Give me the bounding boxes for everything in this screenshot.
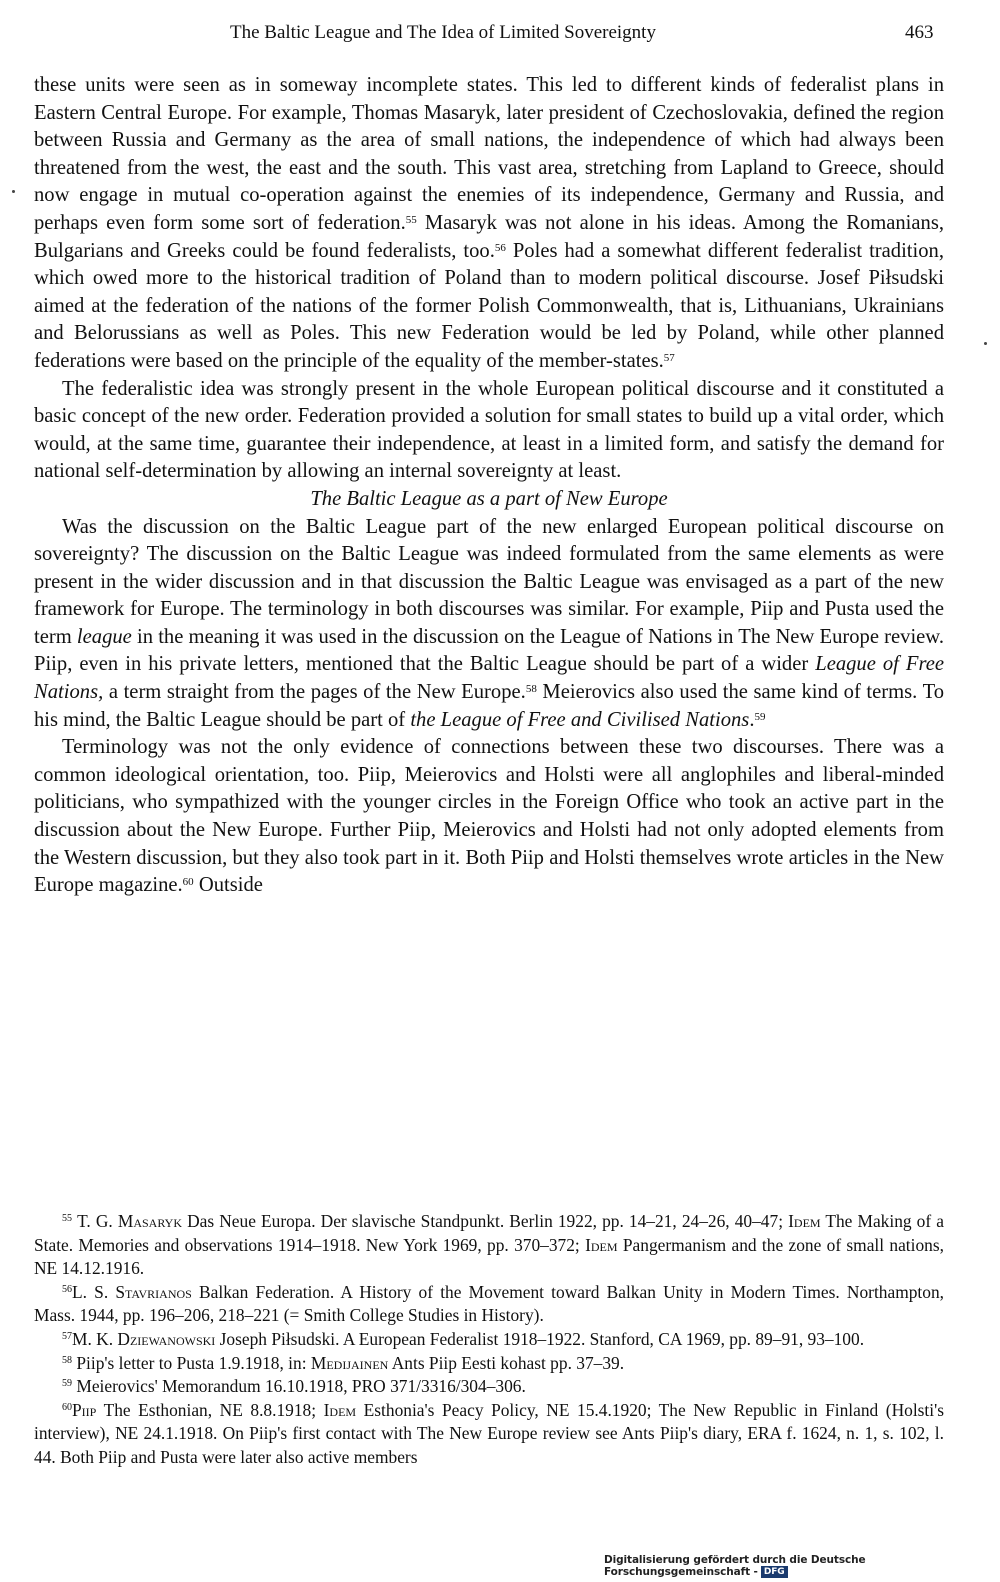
text-run: these units were seen as in someway incomplete states. This led to different kinds of federalist plans in Eastern Central Europe. For example, Thomas Masaryk, later president of Czechoslovakia, defined the region between Russia and Germany as the area of small nations, the independence of which had always been threatened from the west, the east and the south. This vast area, stretching from Lapland to Greece, should now engage in mutual co-operation against the enemies of its independence, Germany and Russia, and perhaps even form some sort of federation.	[34, 74, 944, 234]
text-run: Outside	[193, 874, 263, 897]
footnote-number: 59	[62, 1378, 72, 1390]
footnotes	[34, 1210, 944, 1470]
footnote-ref-56[interactable]: 56	[494, 241, 506, 254]
footnote-ref-58[interactable]: 58	[525, 683, 537, 696]
footnote-57	[34, 1328, 944, 1352]
text-run: a term straight from the pages of the New Europe.	[103, 681, 526, 704]
italic-term: League of Free Nations,	[34, 653, 944, 704]
text-run: Das Neue Europa. Der slavische Standpunkt. Berlin 1922, pp. 14–21, 24–26, 40–47;	[182, 1211, 789, 1231]
footnote-ref-59[interactable]: 59	[754, 710, 766, 723]
footnote-number: 57	[62, 1330, 72, 1342]
text-run: Joseph Piłsudski. A European Federalist 1918–1922. Stanford, CA 1969, pp. 89–91, 93–100.	[215, 1328, 865, 1349]
paragraph-4	[34, 734, 944, 900]
page-number: 463	[905, 22, 934, 43]
footnote-number: 58	[62, 1354, 72, 1366]
scan-speck	[12, 190, 15, 193]
scan-speck	[984, 342, 987, 345]
author-name: Idem	[788, 1211, 821, 1231]
footnote-59	[34, 1375, 944, 1399]
footnote-55	[34, 1210, 944, 1281]
footnote-ref-55[interactable]: 55	[405, 213, 417, 226]
author-name: L. S. Stavrianos	[72, 1281, 192, 1302]
text-run: Piip's letter to Pusta 1.9.1918, in:	[76, 1352, 311, 1373]
text-run: .	[749, 708, 755, 731]
footnote-number: 60	[62, 1401, 72, 1413]
footnote-ref-60[interactable]: 60	[182, 876, 194, 889]
section-title: The Baltic League as a part of New Europe	[310, 487, 668, 510]
main-text	[34, 72, 944, 900]
author-name: Medijainen	[310, 1352, 389, 1373]
credit-text: Digitalisierung gefördert durch die Deutsche Forschungsgemeinschaft -	[604, 1554, 866, 1578]
text-run: in the meaning it was used in the discussion on the League of Nations in The New Europe review. Piip, even in his private letters, mentioned that the Baltic League should be part of a wider	[34, 625, 944, 676]
text-run: Was the discussion on the Baltic League part of the new enlarged European political discourse on sovereignty? The discussion on the Baltic League was indeed formulated from the same elements as were present in the wider discussion and in that discussion the Baltic League was envisaged as a part of the new framework for Europe. The terminology in both discourses was similar. For example, Piip and Pusta used the term	[34, 515, 944, 648]
footnote-ref-57[interactable]: 57	[663, 351, 675, 364]
paragraph-3	[34, 514, 944, 735]
text-run: The Making of a State. Memories and observations 1914–1918. New York 1969, pp. 370–372;	[34, 1211, 944, 1255]
author-name: Idem	[585, 1234, 618, 1255]
paragraph-1	[34, 72, 944, 376]
author-name: Piip	[72, 1399, 97, 1420]
italic-term: the League of Free and Civilised Nations	[410, 708, 750, 731]
text-run: The Esthonian, NE 8.8.1918;	[96, 1399, 324, 1420]
footnote-number: 55	[62, 1213, 72, 1224]
italic-term: league	[76, 625, 132, 648]
running-title: The Baltic League and The Idea of Limited Sovereignty	[230, 22, 656, 43]
text-run: Ants Piip Eesti kohast pp. 37–39.	[388, 1352, 625, 1373]
text-run: Meierovics also used the same kind of terms. To his mind, the Baltic League should be part of	[34, 681, 945, 731]
text-run: Meierovics' Memorandum 16.10.1918, PRO 371/3316/304–306.	[76, 1376, 526, 1397]
text-run: Balkan Federation. A History of the Movement toward Balkan Unity in Modern Times. Northampton, Mass. 1944, pp. 196–206, 218–221 (= Smith College Studies in History).	[34, 1281, 944, 1326]
footnote-56	[34, 1281, 944, 1328]
text-run: Terminology was not the only evidence of connections between these two discourses. There was a common ideological orientation, too. Piip, Meierovics and Holsti were all anglophiles and liberal-minded politicians, who sympathized with the younger circles in the Foreign Office who took an active part in the discussion about the New Europe. Further Piip, Meierovics and Holsti had not only adopted elements from the Western discussion, but they also took part in it. Both Piip and Holsti themselves wrote articles in the New Europe magazine.	[34, 736, 944, 897]
author-name: Idem	[323, 1399, 357, 1420]
text-run: Pangermanism and the zone of small nations, NE 14.12.1916.	[34, 1234, 944, 1279]
dfg-logo: DFG	[761, 1566, 788, 1578]
footnote-58	[34, 1352, 944, 1376]
text-run: Esthonia's Peacy Policy, NE 15.4.1920; The New Republic in Finland (Holsti's interview), NE 24.1.1918. On Piip's first contact with The New Europe review see Ants Piip's diary, ERA f. 1624, n. 1, s. 102, l. 44. Both Piip and Pusta were later also active members	[34, 1399, 944, 1467]
digitization-credit	[604, 1554, 1000, 1578]
footnote-number: 56	[62, 1283, 72, 1295]
footnote-60	[34, 1399, 944, 1470]
paragraph-2: The federalistic idea was strongly present in the whole European political discourse and it constituted a basic concept of the new order. Federation provided a solution for small states to build up a vital order, which would, at the same time, guarantee their independence, at least in a limited form, and satisfy the demand for national self-determination by allowing an internal sovereignty at least.	[34, 377, 944, 483]
author-name: M. K. Dziewanowski	[72, 1328, 216, 1349]
text-run: Poles had a somewhat different federalist tradition, which owed more to the historical tradition of Poland than to modern political discourse. Josef Piłsudski aimed at the federation of the nations of the former Polish Commonwealth, that is, Lithuanians, Ukrainians and Belorussians as well as Poles. This new Federation would be led by Poland, while other planned federations were based on the principle of the equality of the member-states.	[34, 239, 944, 372]
author-name: T. G. Masaryk	[77, 1211, 182, 1231]
text-run: Masaryk was not alone in his ideas. Among the Romanians, Bulgarians and Greeks could be found federalists, too.	[34, 211, 945, 262]
